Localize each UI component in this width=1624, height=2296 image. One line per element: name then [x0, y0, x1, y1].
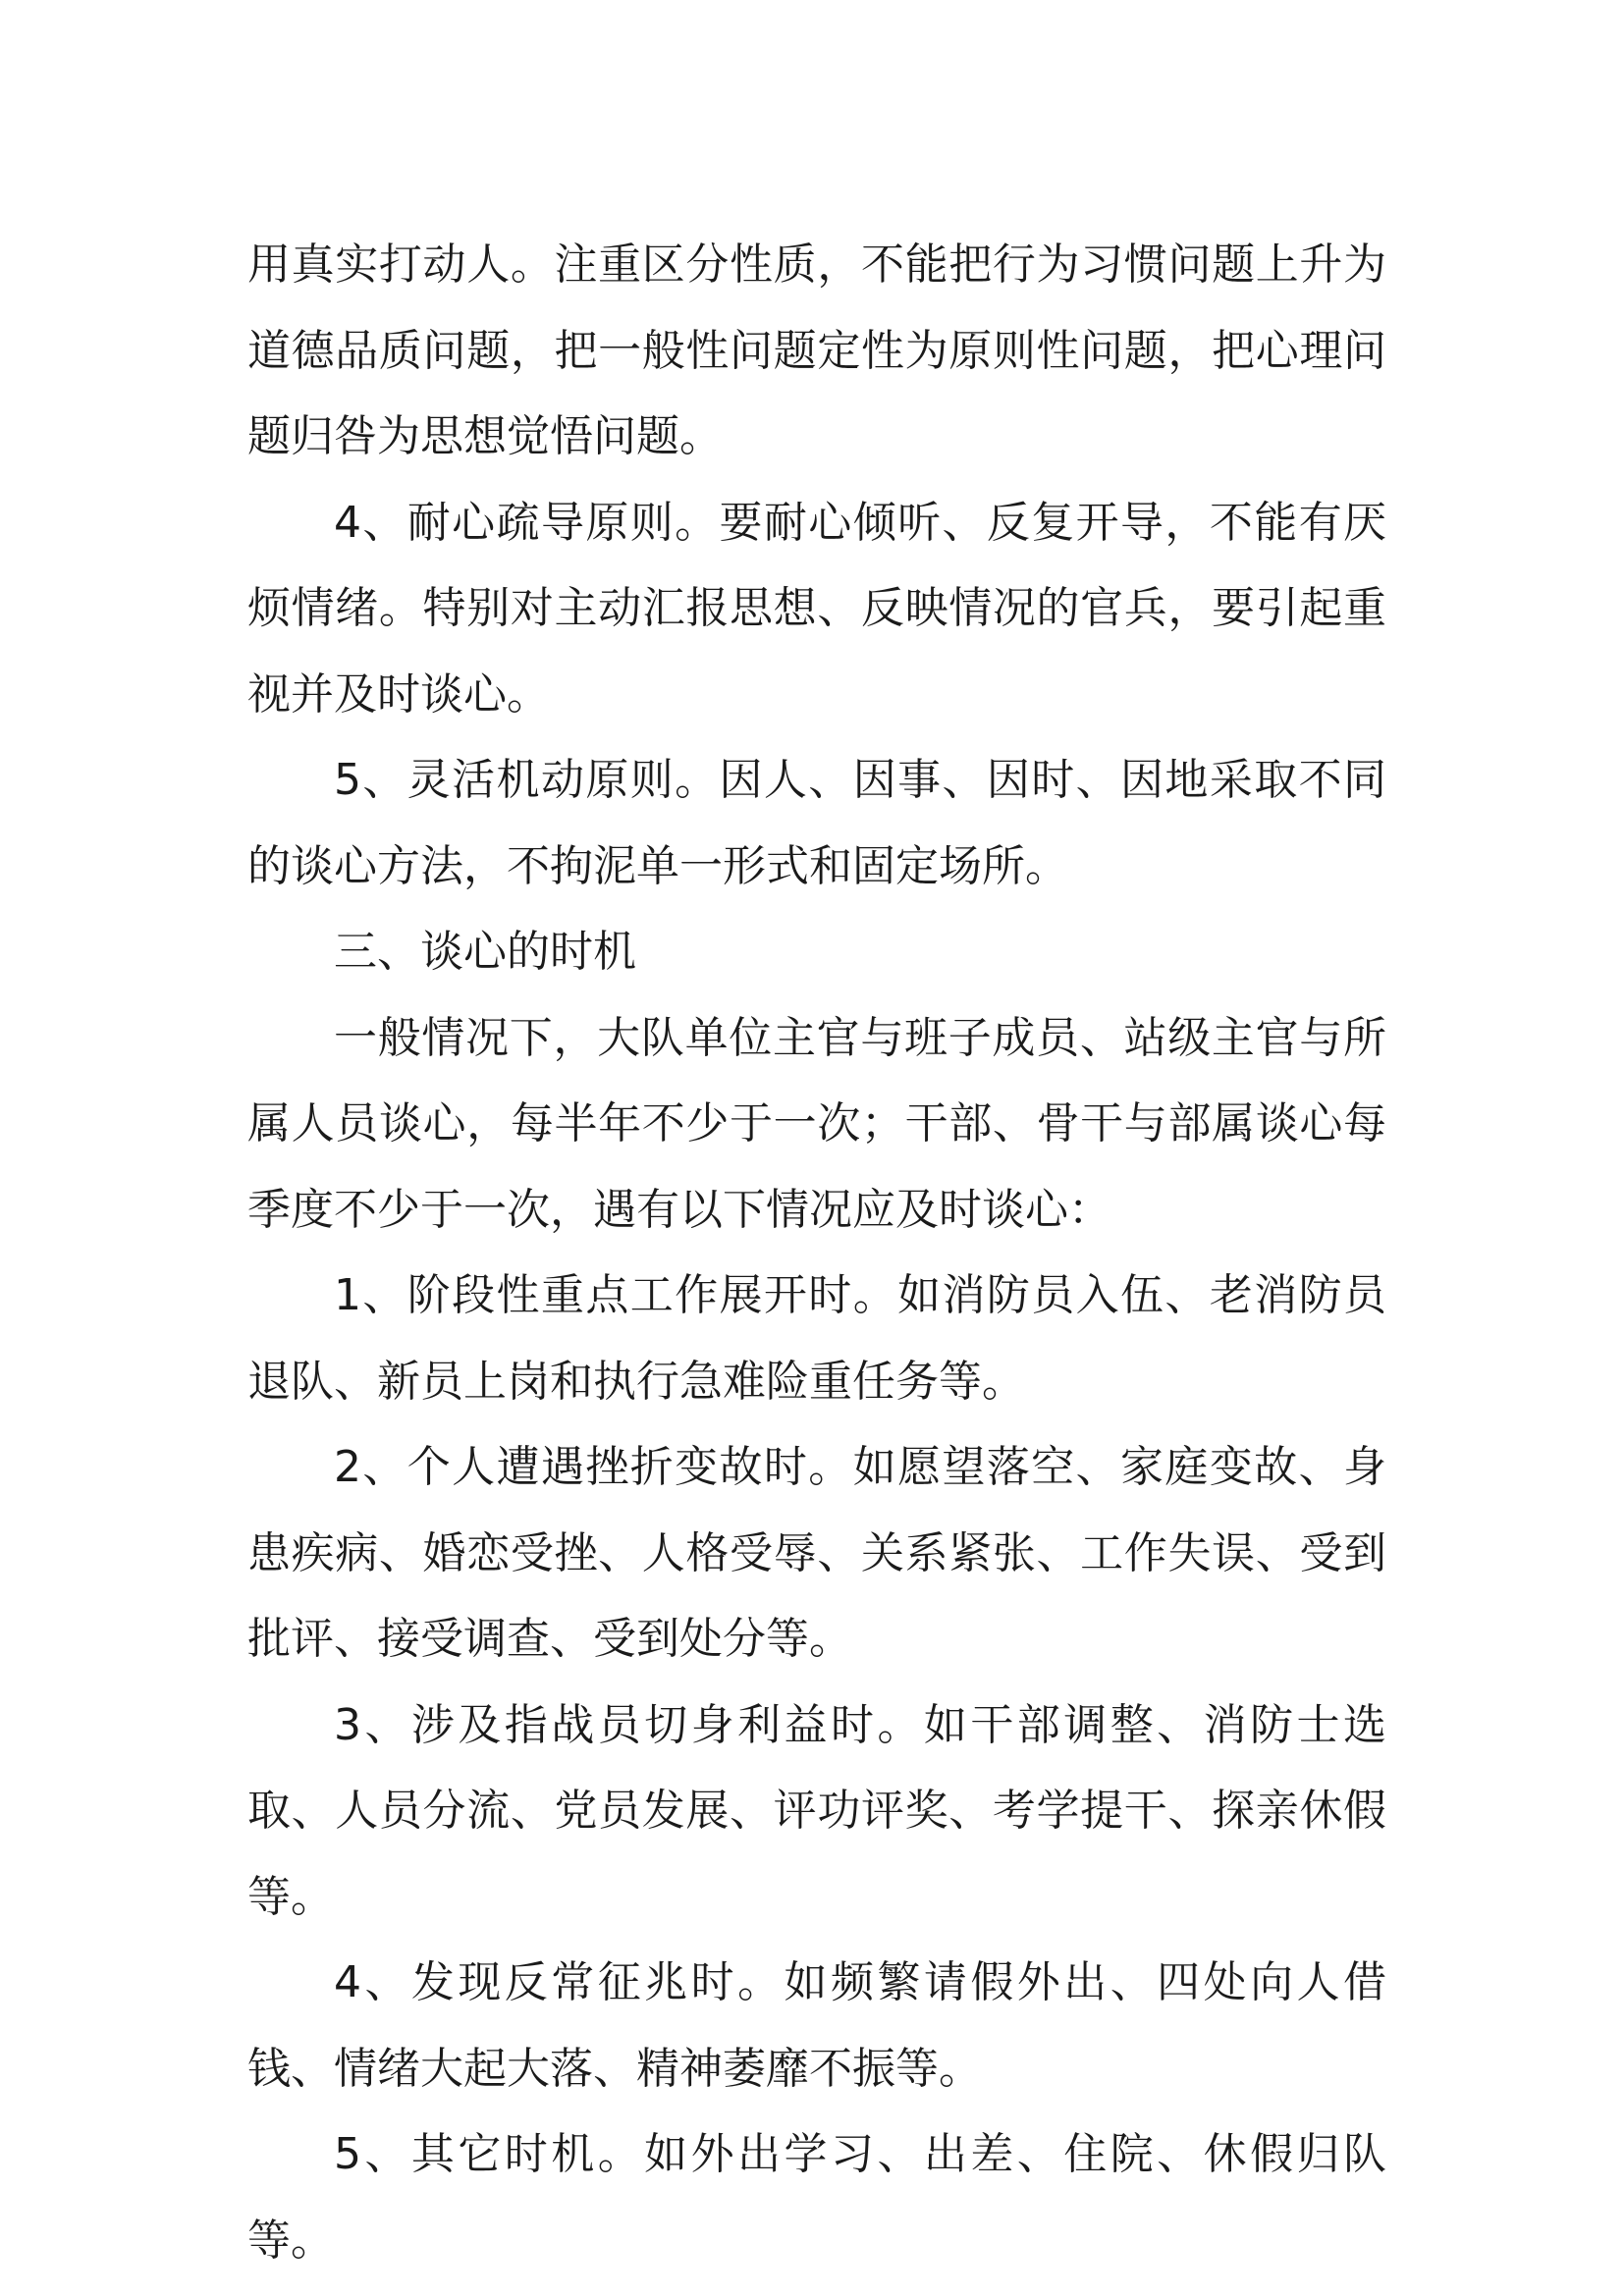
paragraph-timing-1: 1、阶段性重点工作展开时。如消防员入伍、老消防员退队、新员上岗和执行急难险重任务等。	[247, 1270, 1386, 1407]
document-body	[247, 222, 1386, 2283]
paragraph-timing-3: 3、涉及指战员切身利益时。如干部调整、消防士选取、人员分流、党员发展、评功评奖、考学提干、探亲休假等。	[247, 1699, 1386, 1922]
section-heading-timing: 三、谈心的时机	[334, 927, 636, 977]
paragraph-timing-5: 5、其它时机。如外出学习、出差、住院、休假归队等。	[247, 2129, 1386, 2266]
paragraph-timing-2: 2、个人遭遇挫折变故时。如愿望落空、家庭变故、身患疾病、婚恋受挫、人格受辱、关系紧张、工作失误、受到批评、接受调查、受到处分等。	[247, 1442, 1386, 1664]
paragraph-general-situation: 一般情况下，大队单位主官与班子成员、站级主官与所属人员谈心，每半年不少于一次；干部、骨干与部属谈心每季度不少于一次，遇有以下情况应及时谈心：	[247, 1012, 1386, 1235]
paragraph-continuation: 用真实打动人。注重区分性质，不能把行为习惯问题上升为道德品质问题，把一般性问题定性为原则性问题，把心理问题归咎为思想觉悟问题。	[247, 240, 1386, 461]
paragraph-principle-5: 5、灵活机动原则。因人、因事、因时、因地采取不同的谈心方法，不拘泥单一形式和固定场所。	[247, 755, 1386, 891]
paragraph-timing-4: 4、发现反常征兆时。如频繁请假外出、四处向人借钱、情绪大起大落、精神萎靡不振等。	[247, 1957, 1386, 2094]
paragraph-principle-4: 4、耐心疏导原则。要耐心倾听、反复开导，不能有厌烦情绪。特别对主动汇报思想、反映情况的官兵，要引起重视并及时谈心。	[247, 497, 1386, 720]
